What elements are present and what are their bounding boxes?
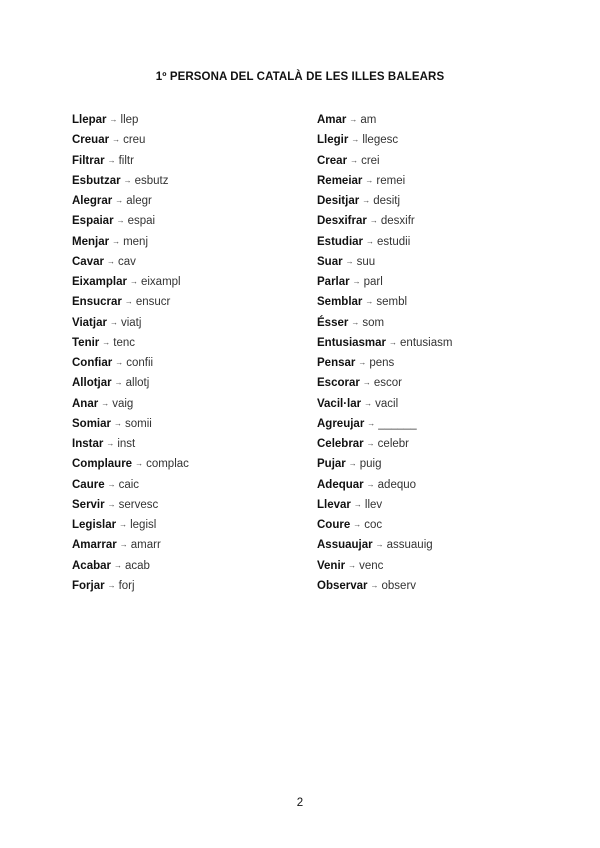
verb-infinitive: Servir	[72, 498, 105, 511]
verb-first-person-form: ______	[378, 417, 417, 430]
verb-row	[72, 478, 189, 498]
arrow-icon: →	[366, 236, 375, 246]
verb-first-person-form: legisl	[130, 519, 157, 531]
verb-first-person-form: suu	[356, 255, 376, 268]
verb-row	[317, 194, 452, 214]
verb-row	[317, 133, 452, 153]
arrow-icon: →	[389, 337, 398, 347]
arrow-icon: →	[358, 358, 367, 367]
verb-infinitive: Confiar	[72, 357, 113, 369]
verb-row	[72, 214, 189, 234]
arrow-icon: →	[351, 135, 360, 145]
verb-infinitive: Legislar	[72, 519, 117, 531]
verb-first-person-form: complac	[146, 458, 189, 471]
verb-infinitive: Desitjar	[317, 195, 360, 207]
verb-first-person-form: amarr	[130, 539, 161, 552]
verb-row	[317, 336, 452, 356]
verb-row	[317, 397, 452, 417]
verb-row	[72, 316, 189, 336]
arrow-icon: →	[135, 459, 144, 469]
verb-row	[317, 457, 452, 477]
verb-row	[72, 194, 189, 214]
verb-first-person-form: inst	[117, 438, 136, 450]
verb-first-person-form: eixampl	[140, 276, 181, 288]
verb-first-person-form: parl	[363, 276, 383, 288]
right-verb-column	[317, 113, 452, 599]
arrow-icon: →	[348, 560, 357, 570]
verb-row	[72, 113, 189, 133]
verb-first-person-form: somii	[125, 417, 152, 430]
verb-first-person-form: coc	[364, 519, 383, 531]
verb-row	[72, 255, 189, 275]
arrow-icon: →	[116, 216, 125, 226]
verb-first-person-form: escor	[373, 377, 402, 390]
verb-first-person-form: entusiasm	[400, 336, 453, 349]
verb-row	[317, 518, 452, 538]
verb-infinitive: Allotjar	[72, 377, 112, 390]
arrow-icon: →	[369, 216, 378, 226]
verb-row	[72, 154, 189, 174]
verb-row	[317, 295, 452, 315]
verb-infinitive: Espaiar	[72, 215, 114, 228]
verb-first-person-form: vacil	[375, 397, 399, 410]
verb-infinitive: Amar	[317, 114, 347, 126]
arrow-icon: →	[352, 277, 361, 286]
verb-row	[317, 235, 452, 255]
verb-row	[72, 437, 189, 457]
verb-infinitive: Somiar	[72, 417, 111, 430]
verb-first-person-form: alegr	[126, 195, 152, 207]
arrow-icon: →	[345, 256, 354, 266]
arrow-icon: →	[115, 358, 124, 367]
verb-row	[72, 397, 189, 417]
verb-row	[72, 376, 189, 396]
arrow-icon: →	[115, 196, 124, 205]
verb-infinitive: Complaure	[72, 458, 133, 471]
page-number: 2	[296, 797, 304, 809]
verb-first-person-form: observ	[381, 579, 417, 592]
verb-row	[317, 538, 452, 558]
verb-first-person-form: llegesc	[362, 134, 399, 147]
verb-first-person-form: llep	[120, 114, 139, 126]
arrow-icon: →	[365, 297, 374, 307]
verb-first-person-form: vaig	[112, 397, 134, 410]
verb-row	[317, 255, 452, 275]
verb-row	[72, 538, 189, 558]
verb-infinitive: Viatjar	[72, 316, 107, 329]
verb-row	[72, 417, 189, 437]
verb-row	[317, 113, 452, 133]
arrow-icon: →	[353, 499, 362, 509]
verb-row	[72, 133, 189, 153]
verb-first-person-form: celebr	[377, 438, 409, 450]
verb-infinitive: Estudiar	[317, 235, 364, 248]
arrow-icon: →	[106, 439, 115, 448]
verb-first-person-form: adequo	[377, 478, 417, 491]
verb-first-person-form: som	[362, 316, 385, 329]
verb-infinitive: Ésser	[317, 316, 349, 329]
verb-infinitive: Creuar	[72, 134, 110, 147]
arrow-icon: →	[107, 155, 116, 165]
verb-row	[317, 214, 452, 234]
arrow-icon: →	[366, 479, 375, 489]
arrow-icon: →	[107, 479, 116, 489]
arrow-icon: →	[114, 378, 123, 388]
verb-infinitive: Pujar	[317, 458, 346, 471]
verb-row	[72, 235, 189, 255]
arrow-icon: →	[362, 378, 371, 388]
verb-row	[317, 356, 452, 376]
verb-infinitive: Celebrar	[317, 438, 364, 450]
arrow-icon: →	[366, 439, 375, 448]
verb-infinitive: Instar	[72, 438, 104, 450]
verb-infinitive: Acabar	[72, 559, 111, 572]
verb-infinitive: Forjar	[72, 579, 105, 592]
verb-first-person-form: desxifr	[380, 215, 415, 228]
verb-infinitive: Crear	[317, 154, 348, 167]
verb-first-person-form: confii	[126, 357, 154, 369]
arrow-icon: →	[114, 560, 122, 570]
verb-infinitive: Tenir	[72, 336, 100, 349]
arrow-icon: →	[119, 540, 128, 550]
arrow-icon: →	[367, 418, 376, 428]
verb-infinitive: Adequar	[317, 478, 364, 491]
verb-row	[317, 498, 452, 518]
verb-first-person-form: puig	[359, 458, 382, 471]
arrow-icon: →	[109, 317, 118, 327]
verb-first-person-form: assuauig	[386, 539, 433, 552]
verb-row	[317, 174, 452, 194]
arrow-icon: →	[351, 317, 360, 327]
arrow-icon: →	[348, 459, 357, 469]
arrow-icon: →	[102, 337, 111, 347]
verb-first-person-form: creu	[123, 134, 146, 147]
verb-infinitive: Observar	[317, 579, 368, 592]
verb-row	[317, 275, 452, 295]
verb-first-person-form: sembl	[376, 296, 408, 309]
verb-row	[72, 336, 189, 356]
verb-first-person-form: pens	[369, 357, 395, 369]
verb-row	[72, 457, 189, 477]
verb-infinitive: Anar	[72, 397, 99, 410]
verb-row	[72, 174, 189, 194]
arrow-icon: →	[107, 499, 116, 509]
verb-first-person-form: cav	[117, 255, 136, 268]
arrow-icon: →	[129, 277, 138, 286]
verb-infinitive: Pensar	[317, 357, 356, 369]
arrow-icon: →	[119, 520, 128, 529]
left-verb-column	[72, 113, 189, 599]
verb-infinitive: Cavar	[72, 255, 104, 268]
verb-infinitive: Vacil·lar	[317, 397, 362, 410]
verb-infinitive: Llevar	[317, 498, 351, 511]
verb-first-person-form: viatj	[120, 316, 142, 329]
arrow-icon: →	[365, 175, 374, 185]
arrow-icon: →	[375, 540, 384, 550]
verb-infinitive: Remeiar	[317, 174, 363, 187]
verb-row	[317, 437, 452, 457]
verb-infinitive: Suar	[317, 255, 343, 268]
verb-first-person-form: estudii	[377, 235, 411, 248]
verb-first-person-form: menj	[123, 235, 149, 248]
verb-infinitive: Escorar	[317, 377, 360, 390]
arrow-icon: →	[362, 196, 371, 205]
verb-infinitive: Amarrar	[72, 539, 117, 552]
verb-row	[72, 559, 189, 579]
verb-first-person-form: espai	[127, 215, 156, 228]
arrow-icon: →	[364, 398, 373, 408]
verb-row	[317, 316, 452, 336]
verb-first-person-form: llev	[364, 498, 383, 511]
arrow-icon: →	[370, 580, 379, 590]
arrow-icon: →	[107, 580, 116, 590]
arrow-icon: →	[109, 115, 118, 124]
verb-row	[72, 356, 189, 376]
verb-first-person-form: crei	[361, 154, 380, 167]
verb-infinitive: Agreujar	[317, 417, 365, 430]
verb-row	[317, 417, 452, 437]
verb-infinitive: Parlar	[317, 276, 350, 288]
arrow-icon: →	[353, 520, 362, 529]
verb-first-person-form: caic	[118, 478, 140, 491]
arrow-icon: →	[112, 236, 121, 246]
verb-row	[72, 498, 189, 518]
verb-first-person-form: tenc	[113, 336, 136, 349]
verb-infinitive: Llegir	[317, 134, 349, 147]
verb-row	[72, 579, 189, 599]
verb-first-person-form: venc	[359, 559, 384, 572]
arrow-icon: →	[101, 398, 110, 408]
arrow-icon: →	[112, 135, 121, 145]
verb-infinitive: Menjar	[72, 235, 110, 248]
verb-row	[317, 376, 452, 396]
verb-infinitive: Ensucrar	[72, 296, 122, 309]
verb-infinitive: Coure	[317, 519, 351, 531]
verb-row	[317, 579, 452, 599]
verb-infinitive: Alegrar	[72, 195, 113, 207]
verb-first-person-form: ensucr	[135, 296, 171, 309]
arrow-icon: →	[106, 256, 115, 266]
verb-infinitive: Entusiasmar	[317, 336, 387, 349]
verb-first-person-form: filtr	[118, 154, 134, 167]
verb-row	[72, 295, 189, 315]
arrow-icon: →	[123, 175, 132, 185]
verb-row	[317, 478, 452, 498]
verb-infinitive: Semblar	[317, 296, 363, 309]
verb-first-person-form: forj	[118, 579, 135, 592]
arrow-icon: →	[124, 297, 133, 307]
verb-first-person-form: desitj	[373, 195, 401, 207]
verb-row	[317, 154, 452, 174]
arrow-icon: →	[350, 155, 359, 165]
arrow-icon: →	[349, 115, 358, 124]
verb-first-person-form: am	[360, 114, 377, 126]
verb-first-person-form: acab	[125, 559, 150, 572]
verb-infinitive: Llepar	[72, 114, 107, 126]
verb-infinitive: Desxifrar	[317, 215, 367, 228]
verb-infinitive: Filtrar	[72, 154, 105, 167]
arrow-icon: →	[114, 418, 122, 428]
page-title: 1º PERSONA DEL CATALÀ DE LES ILLES BALEARS	[155, 71, 445, 83]
verb-row	[317, 559, 452, 579]
verb-first-person-form: remei	[376, 174, 406, 187]
verb-row	[72, 518, 189, 538]
verb-first-person-form: allotj	[125, 377, 150, 390]
verb-row	[72, 275, 189, 295]
verb-infinitive: Esbutzar	[72, 174, 121, 187]
verb-infinitive: Assuaujar	[317, 539, 373, 552]
verb-first-person-form: servesc	[118, 498, 159, 511]
verb-first-person-form: esbutz	[134, 174, 169, 187]
verb-infinitive: Venir	[317, 559, 346, 572]
verb-infinitive: Caure	[72, 478, 105, 491]
verb-infinitive: Eixamplar	[72, 276, 127, 288]
